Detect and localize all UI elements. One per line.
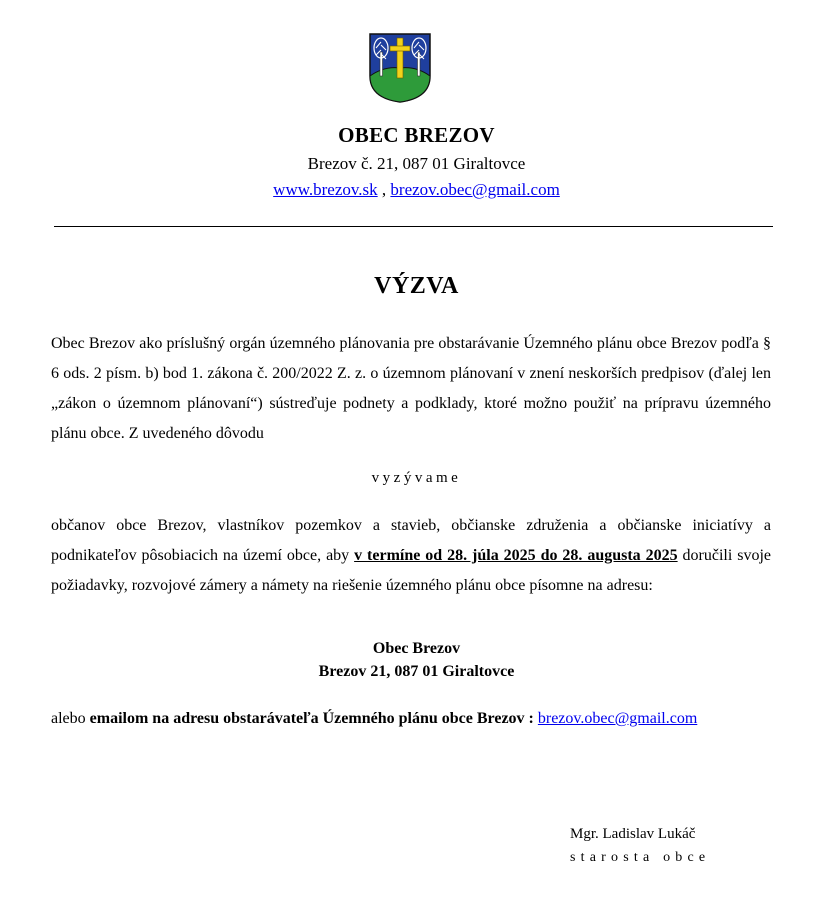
document-title: VÝZVA	[374, 273, 459, 299]
deadline-text: v termíne od 28. júla 2025 do 28. augusta 2025	[354, 547, 678, 564]
municipality-address: Brezov č. 21, 087 01 Giraltovce	[307, 154, 526, 173]
request-paragraph	[51, 511, 771, 601]
website-link[interactable]: www.brezov.sk	[273, 180, 378, 199]
signature-name: Mgr. Ladislav Lukáč	[570, 826, 696, 842]
coat-of-arms-icon	[368, 32, 432, 104]
email-link-body[interactable]: brezov.obec@gmail.com	[537, 710, 698, 727]
email-link-header[interactable]: brezov.obec@gmail.com	[390, 180, 560, 199]
request-text-after: doručili svoje požiadavky, rozvojové zámery a námety na riešenie územného plánu obce písomne na adresu:	[51, 547, 772, 594]
header-divider	[54, 226, 773, 227]
email-instruction	[51, 710, 811, 728]
header-links	[0, 180, 833, 200]
signature-role: starosta obce	[570, 850, 711, 865]
recipient-name: Obec Brezov	[372, 640, 461, 657]
callout-word: vyzývame	[371, 470, 462, 486]
request-text-before: občanov obce Brezov, vlastníkov pozemkov a stavieb, občianske združenia a občianske iniciatívy a podnikateľov pôsobiacich na území obce, aby	[51, 517, 771, 564]
intro-paragraph: Obec Brezov ako príslušný orgán územného plánovania pre obstarávanie Územného plánu obce Brezov podľa § 6 ods. 2 písm. b) bod 1. zákona č. 200/2022 Z. z. o územnom plánovaní v znení neskorších predpisov (ďalej len „zákon o územnom plánovaní“) sústreďuje podnety a podklady, ktoré možno použiť na prípravu územného plánu obce. Z uvedeného dôvodu	[51, 335, 771, 442]
link-separator: ,	[377, 180, 391, 199]
recipient-address: Brezov 21, 087 01 Giraltovce	[318, 663, 515, 680]
email-prefix: alebo	[51, 710, 90, 727]
municipality-title: OBEC BREZOV	[338, 123, 495, 147]
email-bold-text: emailom na adresu obstarávateľa Územného plánu obce Brezov :	[89, 710, 538, 727]
